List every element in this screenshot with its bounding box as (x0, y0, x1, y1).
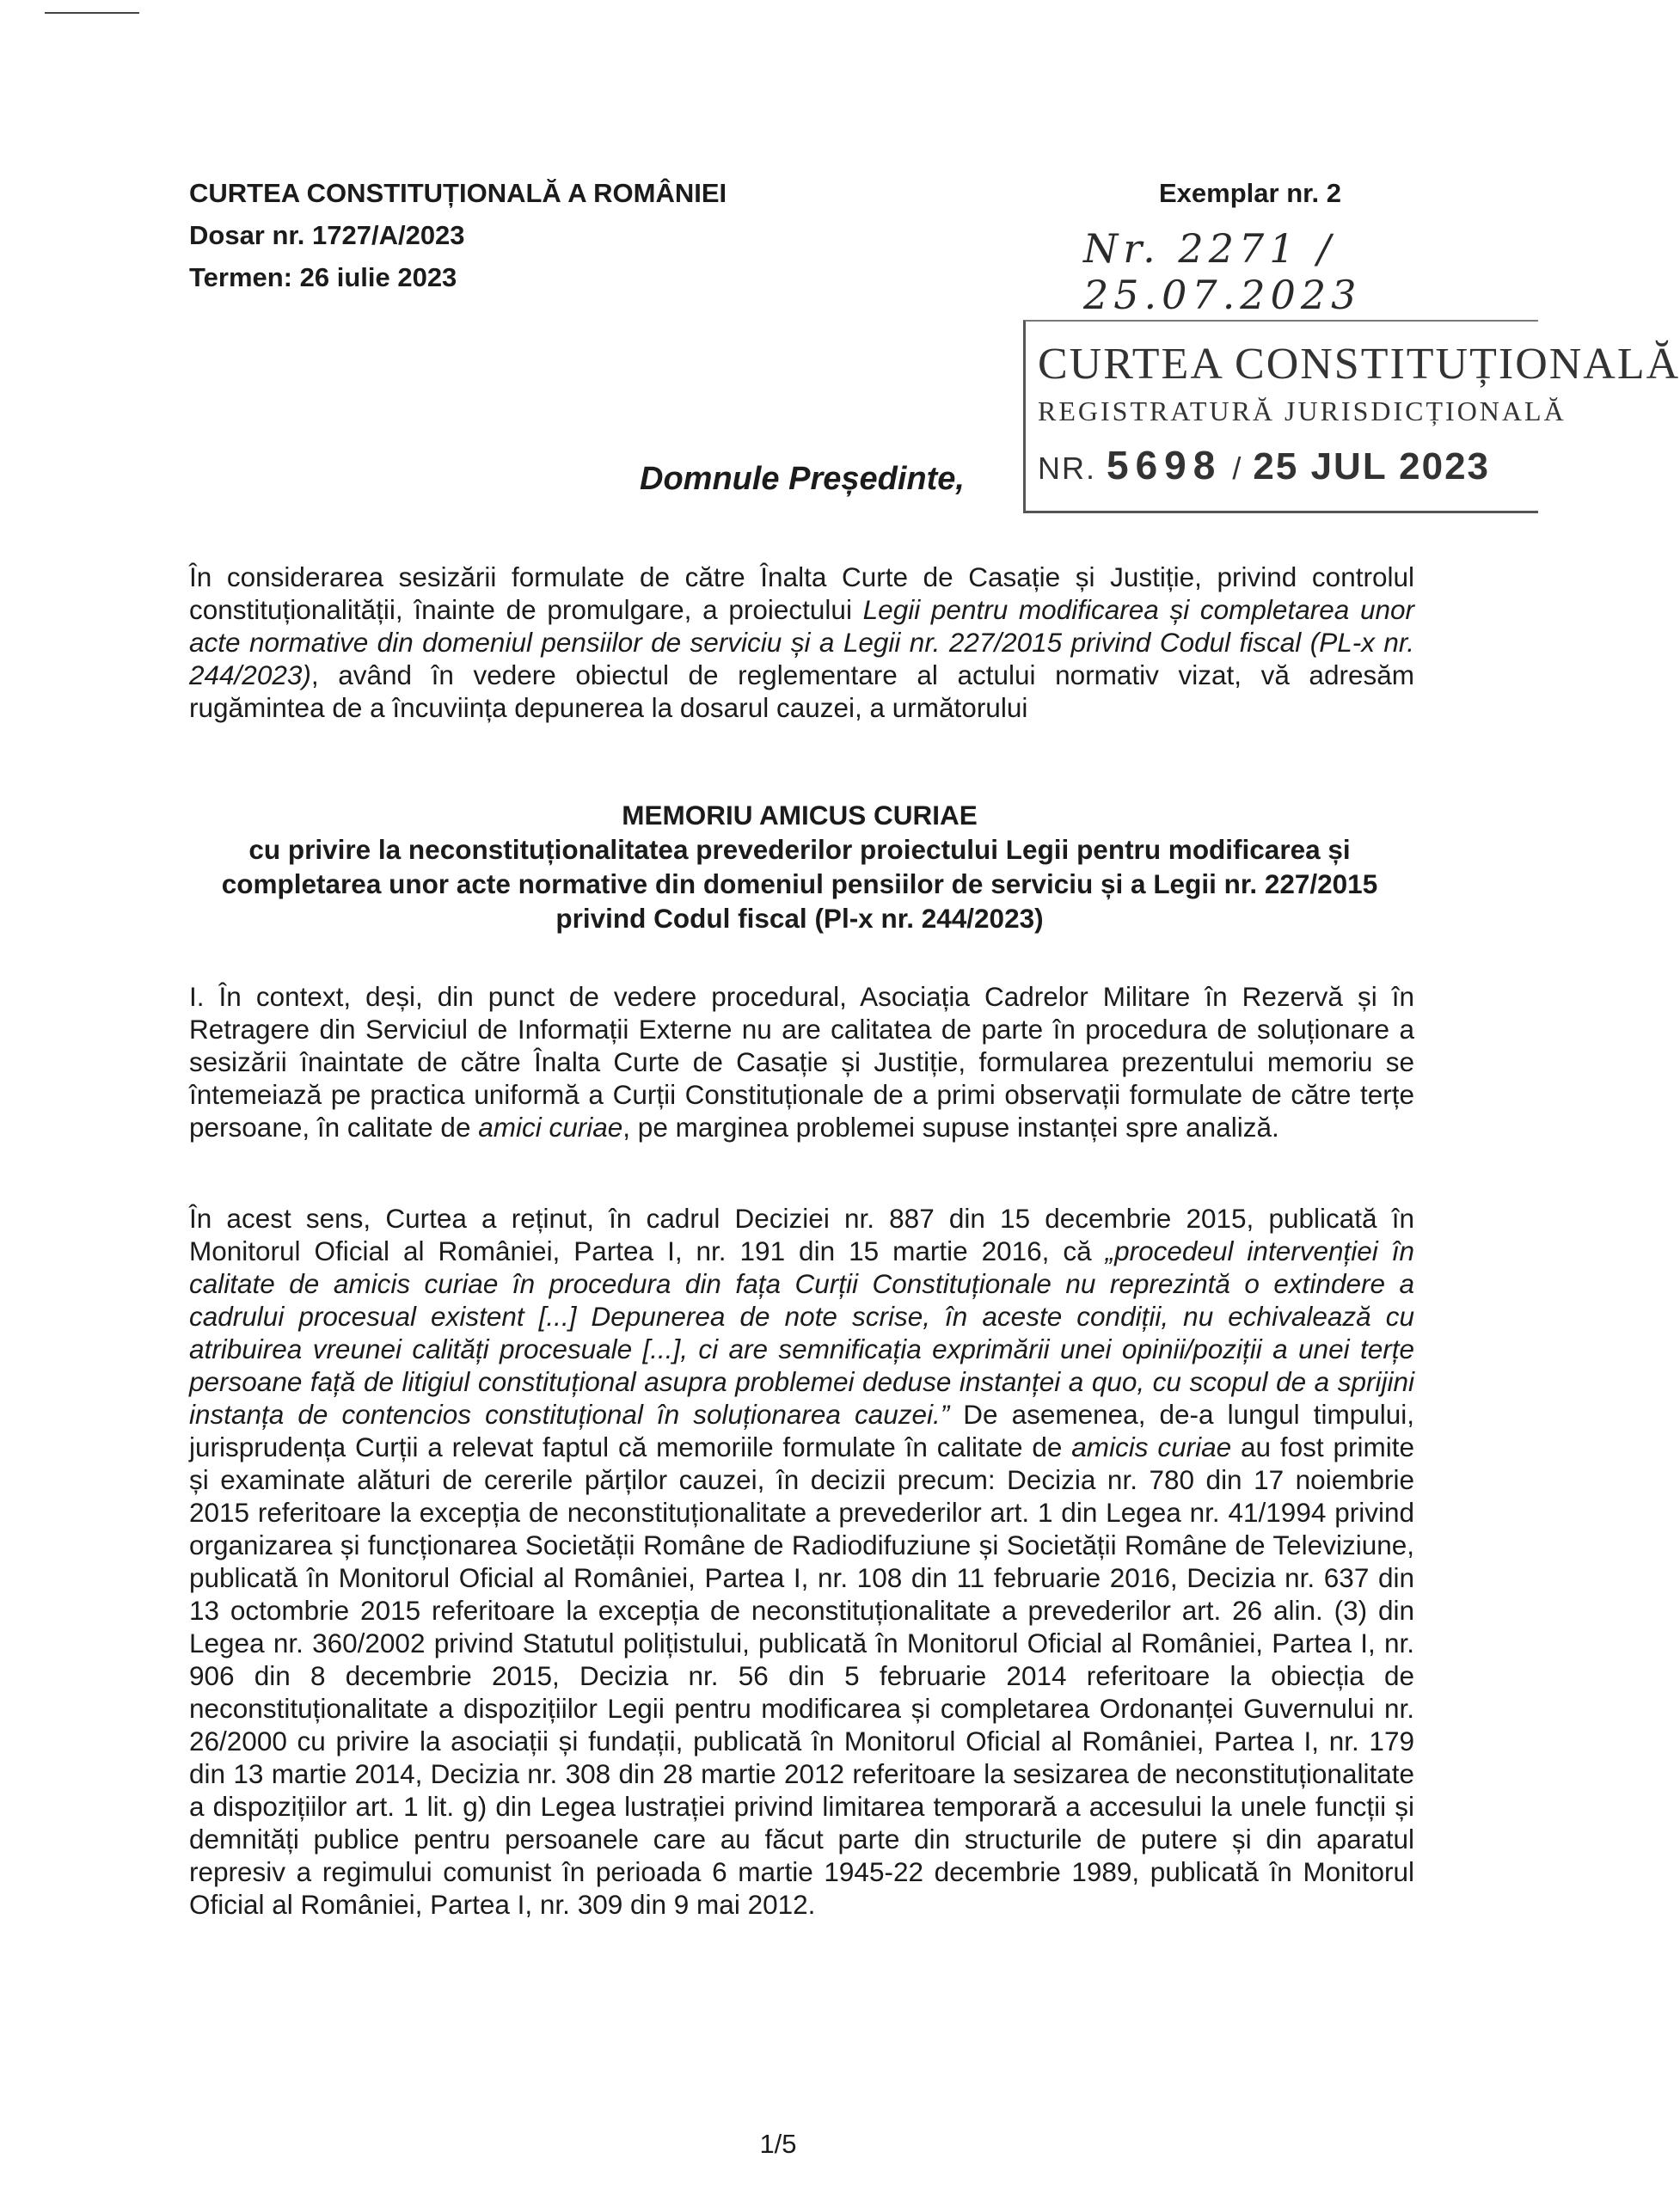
jurisprudence-text: În acest sens, Curtea a reținut, în cadrul Deciziei nr. 887 din 15 decembrie 2015, publicată în Monitorul Oficial al României, Partea I, nr. 191 din 15 martie 2016, că (189, 1203, 1414, 1266)
amici-curiae-italic: amici curiae (478, 1112, 623, 1143)
handwritten-registration-note: Nr. 2271 / 25.07.2023 (1083, 225, 1362, 318)
intro-text: În considerarea sesizării formulate de către Înalta Curte de Casație și Justiție, privind controlul constituționalității, înainte de promulgare, a proiectului (189, 561, 1414, 625)
stamp-registry-line: REGISTRATURĂ JURISDICȚIONALĂ (1038, 395, 1567, 426)
scan-margin-mark (45, 12, 139, 14)
jurisprudence-paragraph (189, 1202, 1414, 1921)
stamp-date: 25 JUL 2023 (1253, 445, 1491, 487)
stamp-nr-prefix: NR. (1038, 451, 1096, 486)
stamp-court-line: CURTEA CONSTITUȚIONALĂ (1038, 340, 1680, 389)
jurisprudence-text-3: au fost primite și examinate alături de cererile părților cauzei, în decizii precum: Decizia nr. 780 din 17 noiembrie 2015 referitoare la excepția de neconstituționalitate a prevederilor art. 1 din Legea nr. 41/1994 privind organizarea și funcționarea Societății Române de Radiodifuziune și Societății Române de Televiziune, publicată în Monitorul Oficial al României, Partea I, nr. 108 din 11 februarie 2016, Decizia nr. 637 din 13 octombrie 2015 referitoare la excepția de neconstituționalitate a prevederilor art. 26 alin. (3) din Legea nr. 360/2002 privind Statutul polițistului, publicată în Monitorul Oficial al României, Partea I, nr. 906 din 8 decembrie 2015, Decizia nr. 56 din 5 februarie 2014 referitoare la obiecția de neconstituționalitate a dispozițiilor Legii pentru modificarea și completarea Ordonanței Guvernului nr. 26/2000 cu privire la asociații și fundații, publicată în Monitorul Oficial al României, Partea I, nr. 179 din 13 martie 2014, Decizia nr. 308 din 28 martie 2012 referitoare la sesizarea de neconstituționalitate a dispozițiilor art. 1 lit. g) din Legea lustrației privind limitarea temporară a accesului la unele funcții și demnități publice pentru persoanele care au făcut parte din structurile de putere și din aparatul represiv a regimului comunist în perioada 6 martie 1945-22 decembrie 1989, publicată în Monitorul Oficial al României, Partea I, nr. 309 din 9 mai 2012. (189, 1432, 1414, 1920)
salutation: Domnule Președinte, (640, 461, 965, 497)
section-one-text-end: , pe marginea problemei supuse instanței spre analiză. (622, 1112, 1279, 1143)
stamp-separator: / (1232, 451, 1243, 486)
copy-number: Exemplar nr. 2 (1159, 178, 1341, 208)
section-one-paragraph (189, 980, 1414, 1143)
memo-title (198, 798, 1401, 935)
decision-quote-italic: „procedeul intervenției în calitate de amicis curiae în procedura din fața Curții Constituționale nu reprezintă o extindere a cadrului procesual existent [...] Depunerea de note scrise, în aceste condiții, nu echivalează cu atribuirea vreunei calități procesuale [...], ci are semnificația exprimării unei opinii/poziții a unei terțe persoane față de litigiul constituțional asupra problemei deduse instanței a quo, cu scopul de a sprijini instanța de contencios constituțional în soluționarea cauzei.” (189, 1235, 1414, 1430)
amicis-curiae-italic: amicis curiae (1071, 1432, 1232, 1462)
intro-text-rest: , având în vedere obiectul de reglementare al actului normativ vizat, vă adresăm rugămintea de a încuviința depunerea la dosarul cauzei, a următorului (189, 659, 1414, 723)
memo-title-subject: cu privire la neconstituționalitatea prevederilor proiectului Legii pentru modificarea și completarea unor acte normative din domeniul pensiilor de serviciu și a Legii nr. 227/2015 privind Codul fiscal (Pl-x nr. 244/2023) (221, 834, 1378, 934)
file-number: Dosar nr. 1727/A/2023 (189, 220, 465, 250)
jurisprudence-text-2: De asemenea, de-a lungul timpului, jurisprudența Curții a relevat faptul că memoriile formulate în calitate de (189, 1399, 1414, 1462)
intro-paragraph (189, 561, 1414, 724)
page-number: 1/5 (759, 2129, 797, 2159)
section-one-text: I. În context, deși, din punct de vedere procedural, Asociația Cadrelor Militare în Rezervă și în Retragere din Serviciul de Informații Externe nu are calitatea de parte în procedura de soluționare a sesizării înaintate de către Înalta Curte de Casație și Justiție, formularea prezentului memoriu se întemeiază pe practica uniformă a Curții Constituționale de a primi observații formulate de către terțe persoane, în calitate de (189, 981, 1414, 1143)
memo-title-heading: MEMORIU AMICUS CURIAE (622, 800, 978, 831)
hearing-deadline: Termen: 26 iulie 2023 (189, 262, 457, 292)
stamp-nr-value: 5698 (1107, 443, 1223, 487)
registry-stamp (1023, 320, 1680, 513)
document-header (189, 172, 727, 298)
court-name: CURTEA CONSTITUȚIONALĂ A ROMÂNIEI (189, 178, 727, 208)
stamp-number-line (1038, 442, 1490, 488)
law-title-italic: Legii pentru modificarea și completarea unor acte normative din domeniul pensiilor de serviciu și a Legii nr. 227/2015 privind Codul fiscal (PL-x nr. 244/2023) (189, 594, 1415, 690)
